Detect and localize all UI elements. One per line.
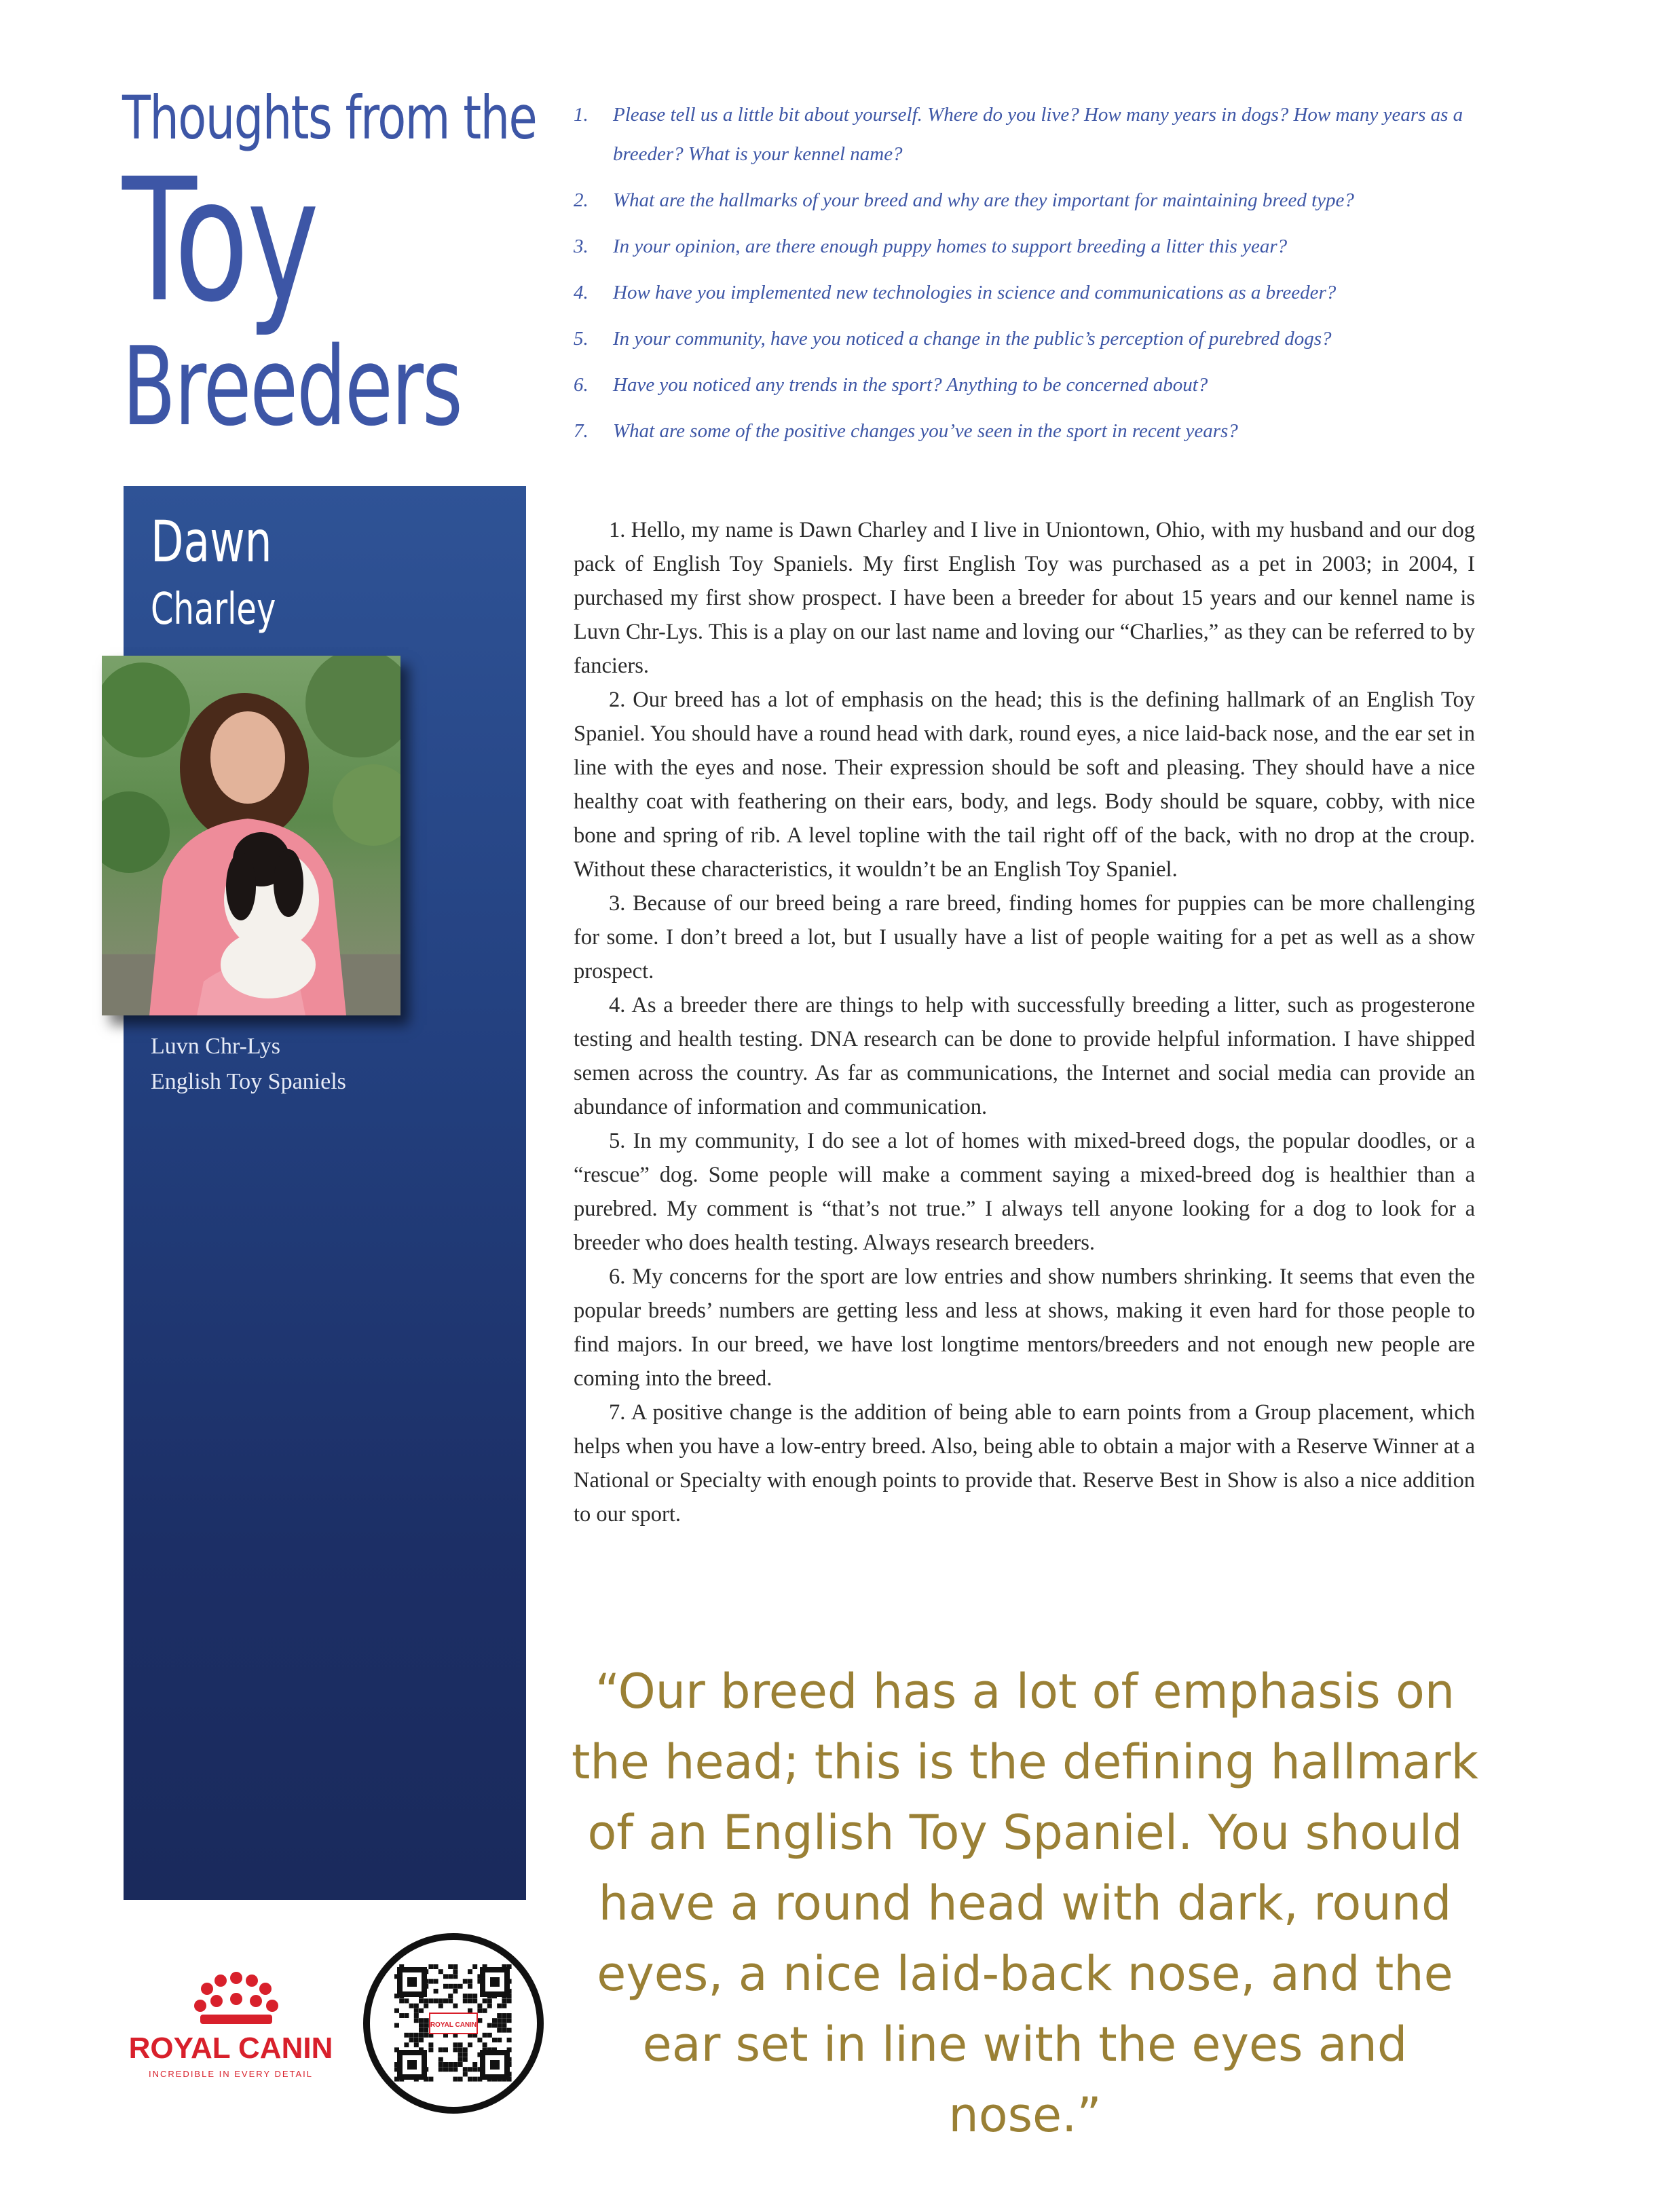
breeder-sidebar [124, 486, 526, 1900]
breeder-photo [102, 656, 400, 1015]
question-text: In your community, have you noticed a change in the public’s perception of purebred dogs? [613, 328, 1332, 350]
question-item [574, 95, 1483, 174]
question-item [574, 181, 1483, 220]
logo-tagline: INCREDIBLE IN EVERY DETAIL [148, 2069, 314, 2079]
question-text: What are the hallmarks of your breed and why are they important for maintaining breed type? [613, 189, 1354, 211]
question-item [574, 227, 1483, 266]
question-text: In your opinion, are there enough puppy homes to support breeding a litter this year? [613, 236, 1288, 257]
question-number: 6. [574, 374, 589, 396]
title-line-1: Thoughts from the [122, 83, 537, 153]
answer-paragraph: 4. As a breeder there are things to help with successfully breeding a litter, such as progesterone testing and health testing. DNA research can be done to provide helpful information. I have shipped semen across the country. As far as communications, the Internet and social media can provide an abundance of information and communication. [574, 993, 1475, 1119]
breeder-photo-illustration [102, 656, 400, 1015]
question-text: How have you implemented new technologies in science and communications as a breeder? [613, 282, 1337, 303]
question-number: 4. [574, 282, 589, 303]
breeder-last-name: Charley [151, 584, 276, 635]
answer-paragraph: 7. A positive change is the addition of being able to earn points from a Group placement, which helps when you have a low-entry breed. Also, being able to obtain a major with a Reserve Winner at a National or Specialty with enough points to provide that. Reserve Best in Show is also a nice addition to our sport. [574, 1400, 1475, 1527]
qr-label: ROYAL CANIN [430, 2021, 477, 2029]
question-text: Have you noticed any trends in the sport? Anything to be concerned about? [613, 374, 1208, 396]
question-text: Please tell us a little bit about yourself. Where do you live? How many years in dogs? How many years as a breeder? What is your kennel name? [613, 104, 1463, 165]
qr-code-icon [370, 1940, 537, 2107]
answer-paragraph: 3. Because of our breed being a rare breed, finding homes for puppies can be more challenging for some. I don’t breed a lot, but I usually have a list of people waiting for a pet as well as a show prospect. [574, 891, 1475, 984]
kennel-breed: English Toy Spaniels [151, 1069, 346, 1094]
title-line-2: Toy [122, 142, 318, 339]
answer-paragraph: 5. In my community, I do see a lot of homes with mixed-breed dogs, the popular doodles, or a “rescue” dog. Some people will make a comment saying a mixed-breed dog is healthier than a purebred. My comment is “that’s not true.” I always tell anyone looking for a dog to look for a breeder who does health testing. Always research breeders. [574, 1129, 1475, 1255]
question-number: 5. [574, 328, 589, 350]
answers-body [574, 513, 1475, 1531]
qr-code[interactable] [363, 1933, 544, 2114]
question-number: 7. [574, 420, 589, 442]
question-item [574, 273, 1483, 312]
question-item [574, 411, 1483, 451]
answer-paragraph: 6. My concerns for the sport are low entries and show numbers shrinking. It seems that even the popular breeds’ numbers are getting less and less at shows, making it even hard for those people to find majors. In our breed, we have lost longtime mentors/breeders and not enough new people are coming into the breed. [574, 1265, 1475, 1391]
question-number: 1. [574, 104, 589, 126]
royal-canin-logo[interactable] [122, 1968, 339, 2084]
breeder-first-name: Dawn [151, 508, 272, 575]
kennel-caption [151, 1029, 346, 1100]
question-text: What are some of the positive changes you’ve seen in the sport in recent years? [613, 420, 1238, 442]
question-number: 2. [574, 189, 589, 211]
crown-icon [122, 1968, 339, 2084]
title-line-3: Breeders [122, 323, 462, 450]
logo-brand-text: ROYAL CANIN [128, 2032, 333, 2065]
question-number: 3. [574, 236, 589, 257]
answer-paragraph: 2. Our breed has a lot of emphasis on the head; this is the defining hallmark of an English Toy Spaniel. You should have a round head with dark, round eyes, a nice laid-back nose, and the ear set in line with the eyes and nose. Their expression should be soft and pleasing. They should have a nice healthy coat with feathering on their ears, body, and legs. Body should be square, cobby, with nice bone and spring of rib. A level topline with the tail right off of the back, with no drop at the croup. Without these characteristics, it wouldn’t be an English Toy Spaniel. [574, 688, 1475, 882]
answer-paragraph: 1. Hello, my name is Dawn Charley and I live in Uniontown, Ohio, with my husband and our dog pack of English Toy Spaniels. My first English Toy was purchased as a pet in 2003; in 2004, I purchased my first show prospect. I have been a breeder for about 15 years and our kennel name is Luvn Chr-Lys. This is a play on our last name and loving our “Charlies,” as they can be referred to by fanciers. [574, 518, 1475, 678]
question-item [574, 319, 1483, 358]
questions-list [574, 95, 1483, 457]
kennel-name: Luvn Chr-Lys [151, 1034, 281, 1059]
question-item [574, 365, 1483, 405]
pull-quote: “Our breed has a lot of emphasis on the head; this is the defining hallmark of an English Toy Spaniel. You should have a round head with dark, round eyes, a nice laid-back nose, and the ear set in line with the eyes and nose.” [571, 1664, 1478, 2143]
